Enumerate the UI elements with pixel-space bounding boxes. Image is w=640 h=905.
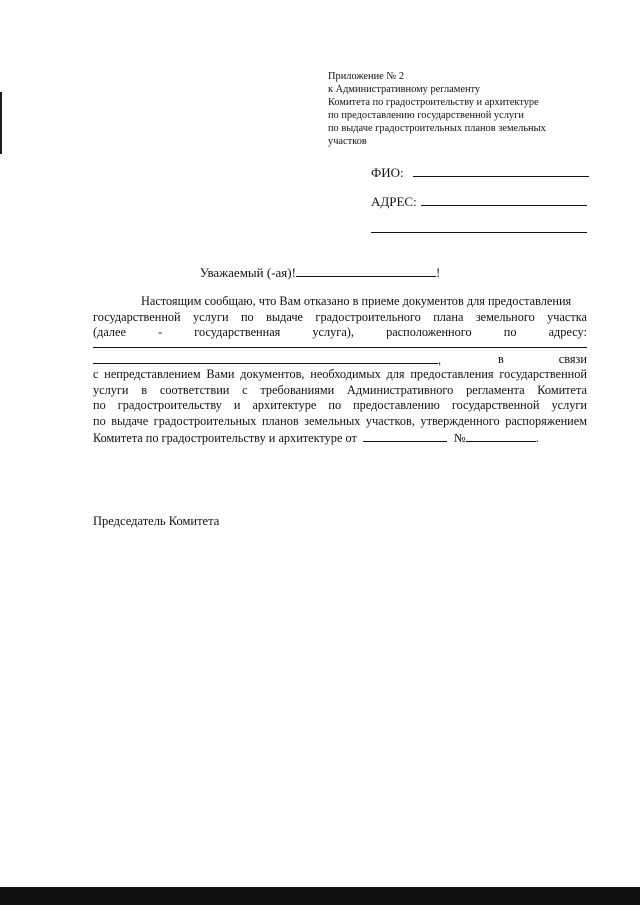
number-blank-line[interactable] <box>466 429 536 442</box>
annex-line: по выдаче градостроительных планов земельных <box>328 123 546 135</box>
number-sign: № <box>454 431 466 445</box>
comma: , <box>438 353 442 367</box>
period: . <box>535 431 539 445</box>
annex-header <box>328 70 618 149</box>
line10-start: Комитета по градостроительству и архитектуре от <box>93 431 357 445</box>
body-line-7: услуги в соответствии с требованиями Административного регламента Комитета <box>93 382 587 397</box>
signature-title: Председатель Комитета <box>93 514 220 528</box>
body-line-10 <box>93 429 587 447</box>
annex-line: участков <box>328 136 367 148</box>
body-line-2: государственной услуги по выдаче градостроительного плана земельного участка <box>93 309 587 324</box>
body-line-5 <box>93 351 587 368</box>
address-continuation-line[interactable] <box>371 232 587 233</box>
scan-bottom-bar <box>0 887 640 905</box>
annex-line: Комитета по градостроительству и архитектуре <box>328 97 539 109</box>
fio-field <box>371 164 589 181</box>
word: (далее <box>93 325 126 339</box>
fio-input-line[interactable] <box>413 164 589 177</box>
body-line-8: по градостроительству и архитектуре по предоставлению государственной услуги <box>93 398 587 412</box>
scan-edge-mark <box>0 92 2 154</box>
greeting <box>0 264 640 281</box>
annex-line: к Административному регламенту <box>328 84 481 96</box>
greeting-text: Уважаемый (-ая)! <box>199 265 296 280</box>
word: услуга), <box>312 325 354 339</box>
word: - <box>158 325 163 339</box>
greeting-name-line[interactable] <box>296 264 436 277</box>
address-label: АДРЕС: <box>371 194 417 209</box>
annex-line: по предоставлению государственной услуги <box>328 110 524 122</box>
word: адресу: <box>548 325 587 339</box>
word: по <box>503 325 517 339</box>
word-svyazi: связи <box>558 352 587 366</box>
address-input-line[interactable] <box>421 193 587 206</box>
reason-blank-line[interactable] <box>93 351 438 364</box>
body-paragraph <box>93 294 587 341</box>
address-field <box>371 193 587 210</box>
address-blank-line[interactable] <box>93 347 587 348</box>
annex-line: Приложение № 2 <box>328 71 405 82</box>
body-line-1: Настоящим сообщаю, что Вам отказано в приеме документов для предоставления <box>141 294 572 308</box>
date-blank-line[interactable] <box>363 429 447 442</box>
word-v: в <box>498 352 504 366</box>
greeting-end: ! <box>435 265 441 280</box>
word: расположенного <box>386 325 472 339</box>
body-paragraph-cont <box>93 367 587 447</box>
body-line-6: с непредставлением Вами документов, необходимых для предоставления государственной <box>93 367 587 381</box>
fio-label: ФИО: <box>371 165 404 180</box>
body-line-3 <box>93 325 587 341</box>
word: государственная <box>194 325 281 339</box>
body-line-9: по выдаче градостроительных планов земельных участков, утвержденного распоряжением <box>93 413 587 428</box>
